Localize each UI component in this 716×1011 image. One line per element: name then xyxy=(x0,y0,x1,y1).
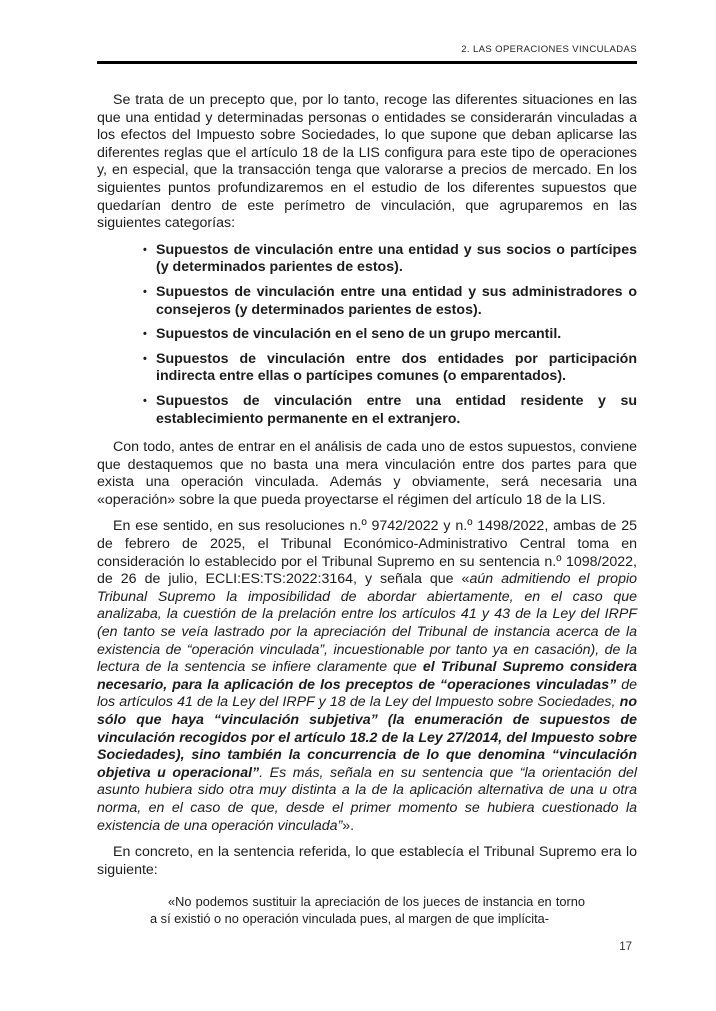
block-quote: «No podemos sustituir la apreciación de los jueces de instancia en torno a sí existió o no operación vinculada pues, al margen de que implícita- xyxy=(150,894,585,926)
running-header: 2. LAS OPERACIONES VINCULADAS xyxy=(461,44,637,55)
paragraph-intro: Se trata de un precepto que, por lo tanto, recoge las diferentes situaciones en las que una entidad y determinadas personas o entidades se considerarán vinculadas a los efectos del Impuesto sobre Sociedades, lo que supone que deban aplicarse las diferentes reglas que el artículo 18 de la LIS configura para este tipo de operaciones y, en especial, que la transacción tenga que valorarse a precios de mercado. En los siguientes puntos profundizaremos en el estudio de los diferentes supuestos que quedarían dentro de este perímetro de vinculación, que agruparemos en las siguientes categorías: xyxy=(97,92,637,232)
text-run-italic: aún admitiendo el propio Tribunal Supremo la imposibilidad de abordar abiertamente, en el caso que analizaba, la cuestión de la prelación entre los artículos 41 y 43 de la Ley del IRPF (en tanto se veía lastrado por la apreciación del Tribunal de instancia acerca de la existencia de “operación vinculada”, incuestionable por tanto ya en casación), de la lectura de la sentencia se infiere claramente que xyxy=(97,571,638,676)
bullet-icon: • xyxy=(143,285,147,298)
text-run-normal: ». xyxy=(342,817,355,834)
list-item xyxy=(143,393,637,428)
page-body xyxy=(97,92,637,928)
list-item xyxy=(143,284,637,319)
header-divider-rule xyxy=(97,61,637,64)
paragraph-contodo: Con todo, antes de entrar en el análisis de cada uno de estos supuestos, conviene que destaquemos que no basta una mera vinculación entre dos partes para que exista una operación vinculada. Además y obviamente, será necesaria una «operación» sobre la que pueda proyectarse el régimen del artículo 18 de la LIS. xyxy=(97,439,637,508)
list-item xyxy=(143,326,637,344)
paragraph-resoluciones xyxy=(97,518,637,835)
bullet-icon: • xyxy=(143,243,147,256)
list-item-text: Supuestos de vinculación entre una entidad residente y su establecimiento permanente en el extranjero. xyxy=(156,392,637,427)
list-item-text: Supuestos de vinculación entre una entidad y sus socios o partícipes (y determinados parientes de estos). xyxy=(156,241,637,276)
list-item-text: Supuestos de vinculación entre una entidad y sus administradores o consejeros (y determinados parientes de estos). xyxy=(156,283,637,318)
list-item xyxy=(143,351,637,386)
text-run-bold-italic: el Tribunal Supremo considera necesario, para la aplicación de los preceptos de “operaciones vinculadas” xyxy=(97,659,637,693)
list-item-text: Supuestos de vinculación entre dos entidades por participación indirecta entre ellas o partícipes comunes (o emparentados). xyxy=(156,350,637,385)
bullet-icon: • xyxy=(143,352,147,365)
text-run-italic: de los artículos 41 de la Ley del IRPF y 18 de la Ley del Impuesto sobre Sociedades, xyxy=(97,676,637,711)
text-run-italic: . Es más, señala en su sentencia que “la orientación del asunto hubiera sido otra muy distinta a la de la aplicación alternativa de una u otra norma, en el caso de que, desde el primer momento se hubiera cuestionado la existencia de una operación vinculada” xyxy=(97,764,638,834)
text-run-normal: En ese sentido, en sus resoluciones n.º 9742/2022 y n.º 1498/2022, ambas de 25 de febrero de 2025, el Tribunal Económico-Administrativo Central toma en consideración lo establecido por el Tribunal Supremo en su sentencia n.º 1098/2022, de 26 de julio, ECLI:ES:TS:2022:3164, y señala que « xyxy=(97,518,637,588)
bullet-icon: • xyxy=(143,328,147,341)
paragraph-enconcreto: En concreto, en la sentencia referida, lo que establecía el Tribunal Supremo era lo siguiente: xyxy=(97,844,637,878)
list-item xyxy=(143,242,637,277)
text-run-bold-italic: no sólo que haya “vinculación subjetiva” (la enumeración de supuestos de vinculación recogidos por el artículo 18.2 de la Ley 27/2014, del Impuesto sobre Sociedades), sino también la concurrencia de lo que denomina “vinculación objetiva u operacional” xyxy=(97,694,637,781)
category-bullet-list xyxy=(97,242,637,428)
bullet-icon: • xyxy=(143,394,147,407)
list-item-text: Supuestos de vinculación en el seno de un grupo mercantil. xyxy=(156,326,562,343)
page-number: 17 xyxy=(619,941,632,953)
